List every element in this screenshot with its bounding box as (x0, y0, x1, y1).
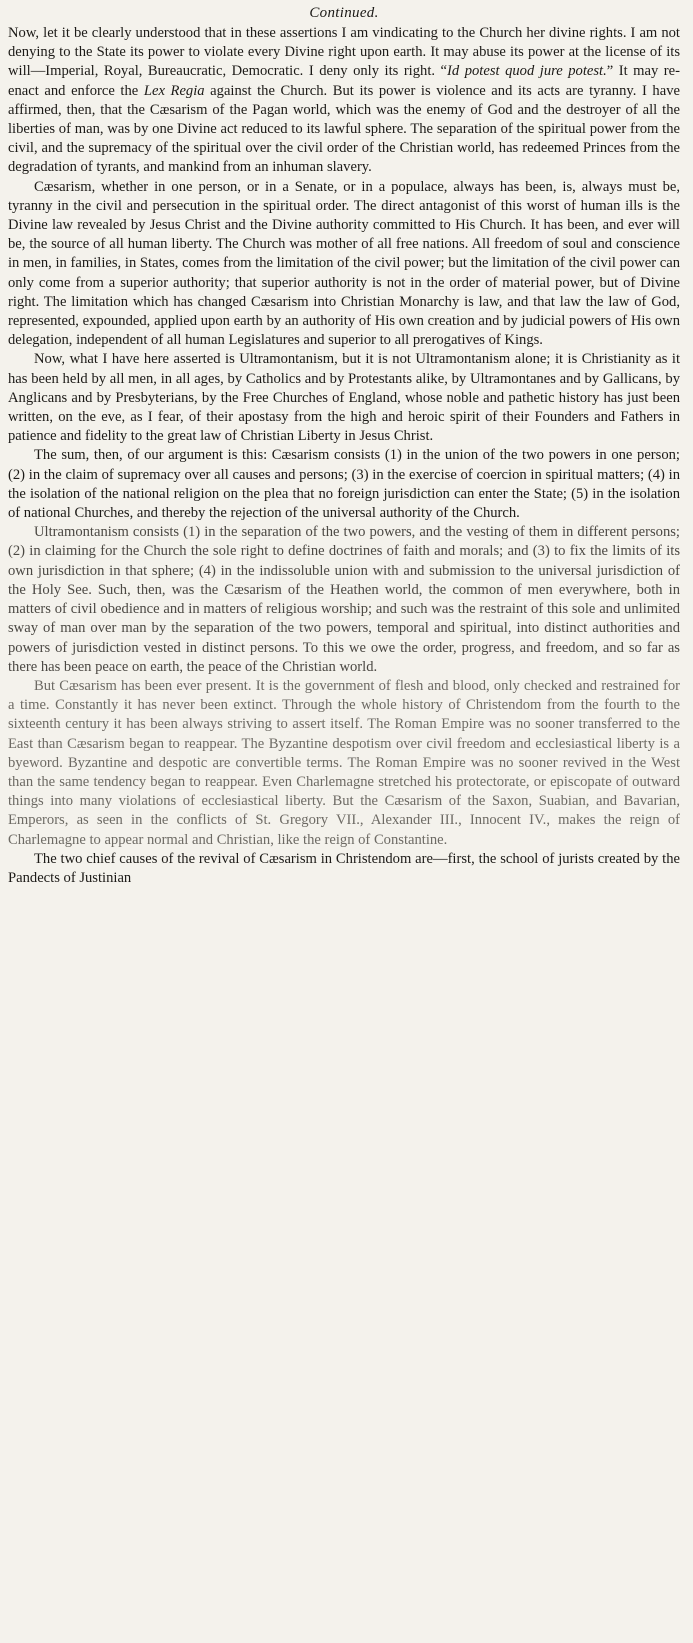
lex-regia-phrase: Lex Regia (143, 82, 205, 99)
paragraph-3: Now, what I have here asserted is Ultramontanism, but it is not Ultramontanism alone; it is Christianity as it has been held by all men, in all ages, by Catholics and by Protestants alike, by Ultramontanes and by Gallicans, by Anglicans and by Presbyterians, by the Free Churches of England, whose noble and pathetic history has just been written, on the eve, as I fear, of their apostasy from the high and heroic spirit of their Founders and Fathers in patience and fidelity to the great law of Christian Liberty in Jesus Christ. (8, 351, 680, 445)
paragraph-1-part-1: Now, let it be clearly understood that in these assertions I am vindicating to the Church her divine rights. I am not denying to the State its power to violate every Divine right upon earth. It may abuse its power at the license of its will—Imperial, Royal, Bureaucratic, Democratic. I deny only its right. “ (8, 25, 680, 80)
paragraph-4: The sum, then, of our argument is this: Cæsarism consists (1) in the union of the two powers in one person; (2) in the claim of supremacy over all causes and persons; (3) in the exercise of coercion in spiritual matters; (4) in the isolation of the national religion on the plea that no foreign jurisdiction can enter the State; (5) in the isolation of national Churches, and thereby the rejection of the universal authority of the Church. (8, 447, 680, 522)
paragraph-1 (8, 24, 680, 178)
paragraph-5: Ultramontanism consists (1) in the separation of the two powers, and the vesting of them in different persons; (2) in claiming for the Church the sole right to define doctrines of faith and morals; and (3) to fix the limits of its own jurisdiction in that sphere; (4) in the indissoluble union with and submission to the universal jurisdiction of the Holy See. Such, then, was the Cæsarism of the Heathen world, the common of men everywhere, both in matters of civil obedience and in matters of religious worship; and such was the restraint of this sole and unlimited sway of man over man by the separation of the two powers, temporal and spiritual, into distinct authorities and powers of jurisdiction vested in distinct persons. To this we owe the order, progress, and freedom, and so far as there has been peace on earth, the peace of the Christian world. (8, 524, 680, 675)
paragraph-1-part-5: against the Church. But its power is violence and its acts are tyranny. I have affirmed, then, that the Cæsarism of the Pagan world, which was the enemy of God and the destroyer of all the liberties of man, was by one Divine act reduced to its lawful sphere. The separation of the spiritual power from the civil, and the supremacy of the spiritual over the civil order of the Christian world, has redeemed Princes from the degradation of tyrants, and mankind from an inhuman slavery. (8, 82, 680, 176)
paragraph-2: Cæsarism, whether in one person, or in a Senate, or in a populace, always has been, is, always must be, tyranny in the civil and persecution in the spiritual order. The direct antagonist of this worst of human ills is the Divine law revealed by Jesus Christ and the Divine authority committed to His Church. It has been, and ever will be, the source of all human liberty. The Church was mother of all free nations. All freedom of soul and conscience in men, in families, in States, comes from the limitation of the civil power; but the limitation of the civil power can only come from a superior authority; that superior authority is not in the order of material power, but of Divine right. The limitation which has changed Cæsarism into Christian Monarchy is law, and that law the law of God, represented, expounded, applied upon earth by an authority of His own creation and by judicial powers of His own delegation, independent of all human Legislatures and superior to all prerogatives of Kings. (8, 178, 680, 349)
paragraph-6: But Cæsarism has been ever present. It is the government of flesh and blood, only checked and restrained for a time. Constantly it has never been extinct. Through the whole history of Christendom from the fourth to the sixteenth century it has been always striving to assert itself. The Roman Empire was no sooner transferred to the East than Cæsarism began to reappear. The Byzantine despotism over civil freedom and ecclesiastical liberty is a byeword. Byzantine and despotic are convertible terms. The Roman Empire was no sooner revived in the West than the same tendency began to reappear. Even Charlemagne stretched his protectorate, or episcopate of outward things into many violations of ecclesiastical liberty. But the Cæsarism of the Saxon, Suabian, and Bavarian, Emperors, as seen in the conflicts of St. Gregory VII., Alexander III., Innocent IV., makes the reign of Charlemagne to appear normal and Christian, like the reign of Constantine. (8, 677, 680, 848)
latin-maxim: Id potest quod jure potest. (447, 63, 607, 80)
article-body (8, 24, 680, 888)
paragraph-7: The two chief causes of the revival of Cæsarism in Christendom are—first, the school of jurists created by the Pandects of Justinian (8, 850, 680, 886)
continued-heading: Continued. (309, 5, 379, 21)
paragraph-1-part-3: ” It may re-enact and enforce the (8, 63, 680, 99)
